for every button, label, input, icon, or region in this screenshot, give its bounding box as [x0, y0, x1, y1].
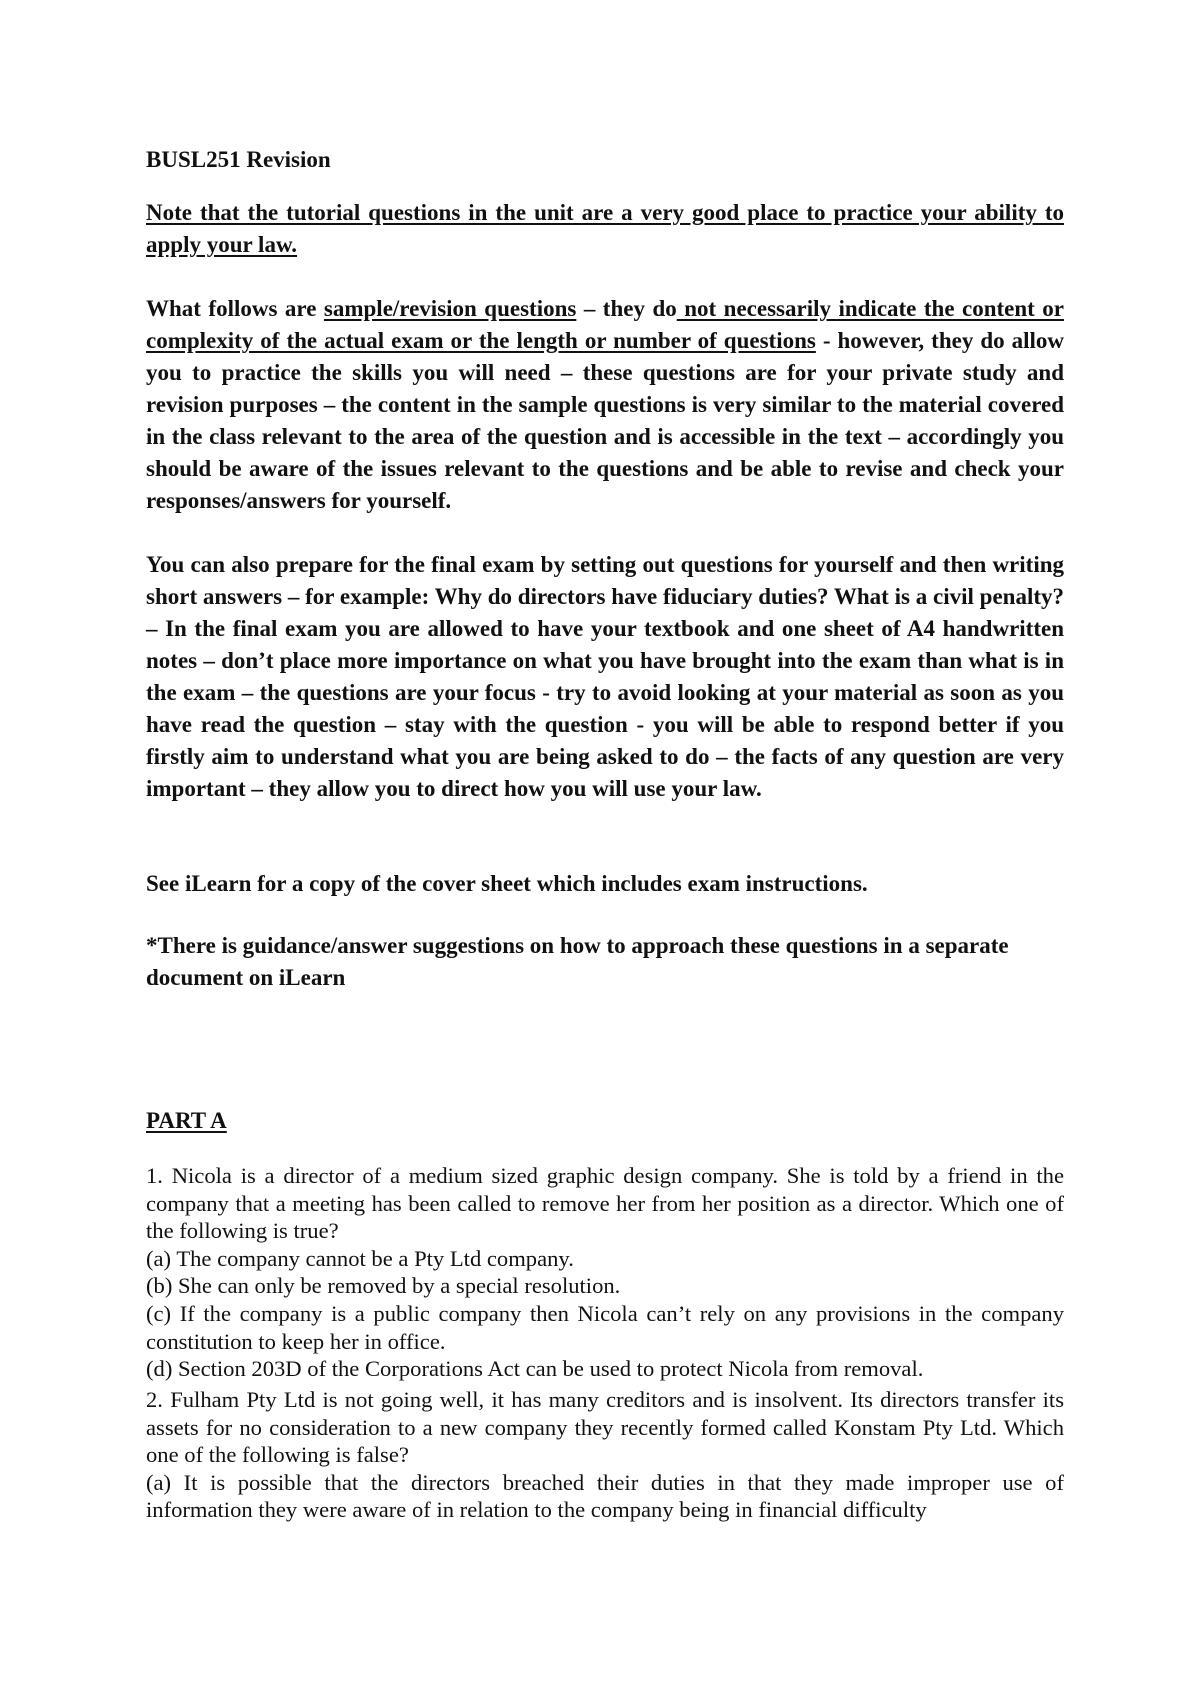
question-2-stem: 2. Fulham Pty Ltd is not going well, it has many creditors and is insolvent. Its directors transfer its assets for no consideration to a new company they recently formed called Konstam Pty Ltd. Which one of the following is false?	[146, 1387, 1064, 1468]
question-2-option-a: (a) It is possible that the directors breached their duties in that they made improper use of information they were aware of in relation to the company being in financial difficulty	[146, 1469, 1064, 1523]
tutorial-note: Note that the tutorial questions in the unit are a very good place to practice your ability to apply your law.	[146, 200, 1064, 257]
question-1-option-c: (c) If the company is a public company then Nicola can’t rely on any provisions in the company constitution to keep her in office.	[146, 1300, 1064, 1354]
follows-not-necessarily: not necessarily indicate the content or complexity of the actual exam or the length or number of questions	[146, 296, 1065, 353]
follows-dash: – they do	[576, 296, 677, 321]
follows-rest: - however, they do allow you to practice the skills you will need – these questions are for your private study and revision purposes – the content in the sample questions is very similar to the material covered in the class relevant to the area of the question and is accessible in the text – accordingly you should be aware of the issues relevant to the questions and be able to revise and check your responses/answers for yourself.	[146, 328, 1064, 513]
exam-preparation-paragraph: You can also prepare for the final exam by setting out questions for yourself and then writing short answers – for example: Why do directors have fiduciary duties? What is a civil penalty? – In the final exam you are allowed to have your textbook and one sheet of A4 handwritten notes – don’t place more importance on what you have brought into the exam than what is in the exam – the questions are your focus - try to avoid looking at your material as soon as you have read the question – stay with the question - you will be able to respond better if you firstly aim to understand what you are being asked to do – the facts of any question are very important – they allow you to direct how you will use your law.	[146, 552, 1064, 801]
sample-questions-paragraph	[146, 293, 1064, 517]
question-1-option-a: (a) The company cannot be a Pty Ltd company.	[146, 1245, 574, 1271]
guidance-note: *There is guidance/answer suggestions on how to approach these questions in a separate document on iLearn	[146, 933, 1009, 990]
question-1-option-d: (d) Section 203D of the Corporations Act can be used to protect Nicola from removal.	[146, 1356, 924, 1382]
question-2	[146, 1386, 1064, 1524]
follows-lead: What follows are	[146, 296, 324, 321]
question-1	[146, 1162, 1064, 1383]
document-title: BUSL251 Revision	[146, 147, 331, 172]
question-1-option-b: (b) She can only be removed by a special resolution.	[146, 1273, 621, 1299]
ilearn-cover-sheet-note: See iLearn for a copy of the cover sheet which includes exam instructions.	[146, 871, 868, 896]
follows-sample: sample/revision questions	[323, 296, 577, 321]
part-a-heading: PART A	[146, 1108, 227, 1133]
question-1-stem: 1. Nicola is a director of a medium sized graphic design company. She is told by a friend in the company that a meeting has been called to remove her from her position as a director. Which one of the following is true?	[146, 1163, 1064, 1244]
